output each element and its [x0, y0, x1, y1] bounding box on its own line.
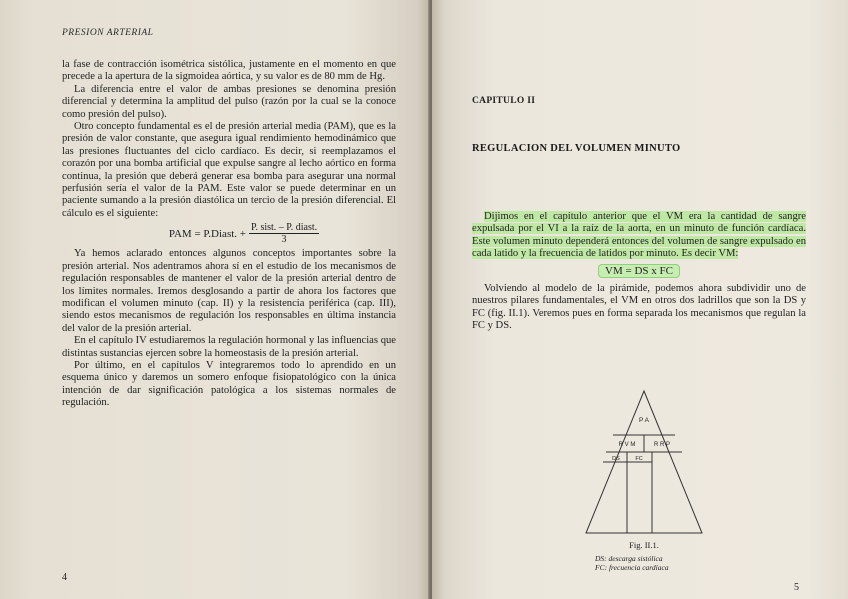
- rvm-label: R V M: [618, 442, 636, 448]
- paragraph: Por último, en el capítulos V integraremos todo lo aprendido en un esquema único y daremos un somero enfoque fisiopatológico con la única intención de dar significación patológica a los sistemas normales de regulación.: [62, 359, 396, 409]
- running-header: PRESION ARTERIAL: [62, 28, 154, 38]
- formula-denominator: 3: [281, 234, 287, 246]
- vm-equation: [472, 264, 806, 278]
- pam-formula: [92, 222, 396, 245]
- paragraph: Otro concepto fundamental es el de presión arterial media (PAM), que es la presión de valor constante, que asegura igual rendimiento hemodinámico que las presiones fluctuantes del ciclo cardíaco. Es decir, si reemplazamos el corazón por una bomba artificial que expulse sangre al lecho aórtico en forma continua, la presión que deberá generar esa bomba para asegurar una normal perfusión sería el valor de la PAM. Este valor se puede determinar en un paciente sumando a la presión diastólica un tercio de la presión diferencial. El cálculo es el siguiente:: [62, 121, 396, 219]
- paragraph: la fase de contracción isométrica sistólica, justamente en el momento en que precede a la apertura de la sigmoidea aórtica, y su valor es de 80 mm de Hg.: [62, 59, 396, 83]
- chapter-title: REGULACION DEL VOLUMEN MINUTO: [472, 143, 681, 154]
- fc-label: FC: [635, 456, 643, 462]
- legend-fc: FC: frecuencia cardíaca: [595, 563, 669, 572]
- paragraph-highlighted: [472, 211, 806, 261]
- paragraph: En el capítulo IV estudiaremos la regulación hormonal y las influencias que distintas sustancias ejercen sobre la homeostasis de la presión arterial.: [62, 335, 396, 359]
- formula-fraction: [249, 222, 319, 245]
- ds-label: DS: [612, 456, 620, 462]
- rrp-label: R R P: [653, 442, 671, 448]
- formula-numerator: P. sist. – P. diast.: [250, 222, 318, 234]
- page-number-left: 4: [62, 572, 67, 583]
- pyramid-diagram: [582, 385, 706, 535]
- left-body-text: [62, 59, 396, 410]
- formula-left: PAM = P.Diast. +: [168, 227, 246, 240]
- page-number-right: 5: [794, 582, 799, 593]
- paragraph: Ya hemos aclarado entonces algunos conceptos importantes sobre la presión arterial. Nos adentramos ahora sí en el estudio de los mecanismos de regulación responsables de mantener el valor de la presión arterial dentro de los límites normales. Iremos desglosando a partir de ahora los factores que modifican el volumen minuto (cap. II) y la resistencia periférica (cap. III), siendo estos mecanismos de regulación los responsables en última instancia del valor de la presión arterial.: [62, 248, 396, 334]
- paragraph: La diferencia entre el valor de ambas presiones se denomina presión diferencial y determina la amplitud del pulso (razón por la cual se la conoce como presión del pulso).: [62, 83, 396, 120]
- vm-equation-text: VM = DS x FC: [598, 264, 680, 278]
- pa-label: P A: [638, 417, 650, 424]
- figure-legend: [595, 554, 669, 572]
- right-page: [432, 0, 848, 599]
- figure-caption: Fig. II.1.: [629, 540, 659, 550]
- chapter-label: CAPITULO II: [472, 96, 536, 106]
- right-body-text: [472, 211, 806, 333]
- paragraph: Volviendo al modelo de la pirámide, podemos ahora subdividir uno de nuestros pilares fundamentales, el VM en otros dos ladrillos que son la DS y FC (fig. II.1). Veremos pues en forma separada los mecanismos que regulan la FC y DS.: [472, 283, 806, 332]
- legend-ds: DS: descarga sistólica: [595, 554, 663, 563]
- highlighted-text: Dijimos en el capítulo anterior que el VM era la cantidad de sangre expulsada por el VI a la raíz de la aorta, en un minuto de función cardíaca. Este volumen minuto dependerá entonces del volumen de sangre expulsado en cada latido y la frecuencia de latidos por minuto. Es decir VM:: [472, 211, 806, 260]
